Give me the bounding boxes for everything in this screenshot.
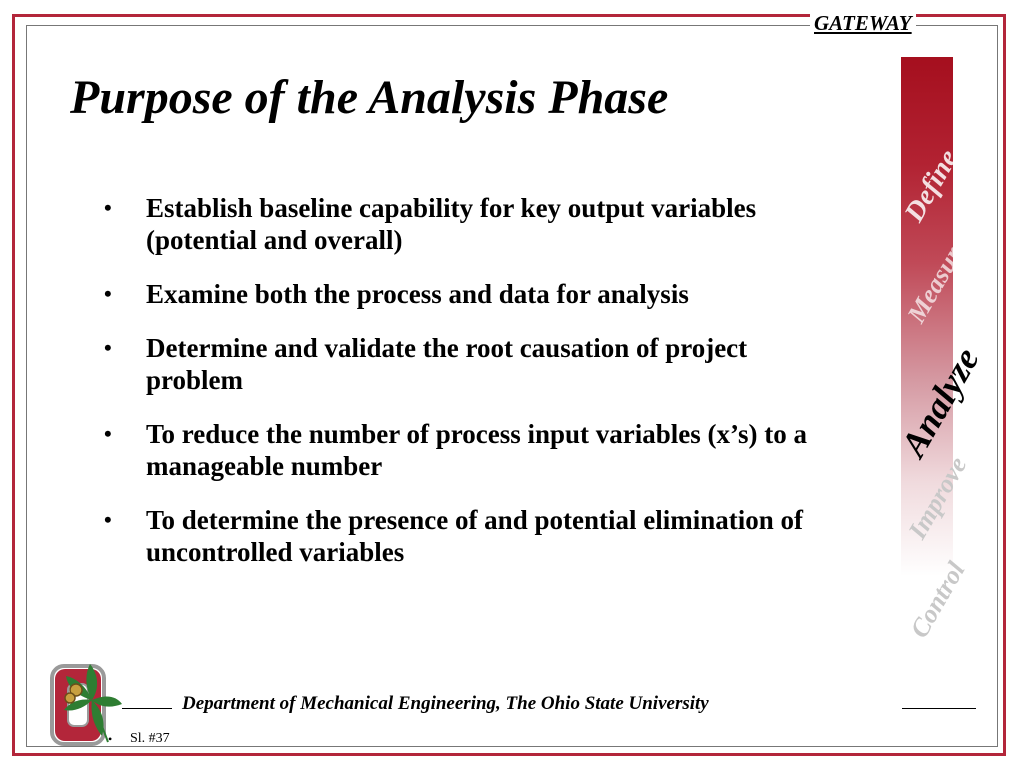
bullet-item — [104, 192, 844, 256]
bullet-text: To determine the presence of and potential elimination of uncontrolled variables — [146, 505, 803, 567]
slide-title: Purpose of the Analysis Phase — [70, 71, 669, 124]
bullet-item — [104, 418, 844, 482]
bullet-list — [104, 192, 844, 590]
bullet-icon: • — [104, 335, 112, 360]
phase-label-control: Control — [904, 556, 971, 643]
phase-label-analyze-active: Analyze — [893, 340, 987, 464]
footer-department: Department of Mechanical Engineering, The Ohio State University — [182, 693, 709, 714]
phase-label-define: Define — [898, 144, 965, 228]
bullet-text: Establish baseline capability for key output variables (potential and overall) — [146, 193, 757, 255]
ohio-state-logo-icon — [46, 656, 126, 748]
bullet-icon: • — [104, 281, 112, 306]
bullet-text: Examine both the process and data for analysis — [146, 279, 689, 309]
phase-label-improve: Improve — [902, 451, 973, 544]
bullet-icon: • — [104, 421, 112, 446]
slide-number-bullet-icon: • — [108, 732, 113, 746]
slide-number: Sl. #37 — [130, 731, 170, 746]
bullet-text: Determine and validate the root causation of project problem — [146, 333, 748, 395]
bullet-item — [104, 504, 844, 568]
bullet-item — [104, 278, 844, 310]
footer-rule-left — [122, 708, 172, 709]
bullet-item — [104, 332, 844, 396]
bullet-icon: • — [104, 507, 112, 532]
phase-label-measure: Measure — [901, 231, 974, 328]
bullet-icon: • — [104, 195, 112, 220]
bullet-text: To reduce the number of process input variables (x’s) to a manageable number — [146, 419, 808, 481]
gateway-brand-label: GATEWAY — [810, 10, 916, 36]
footer-rule-right — [902, 708, 976, 709]
